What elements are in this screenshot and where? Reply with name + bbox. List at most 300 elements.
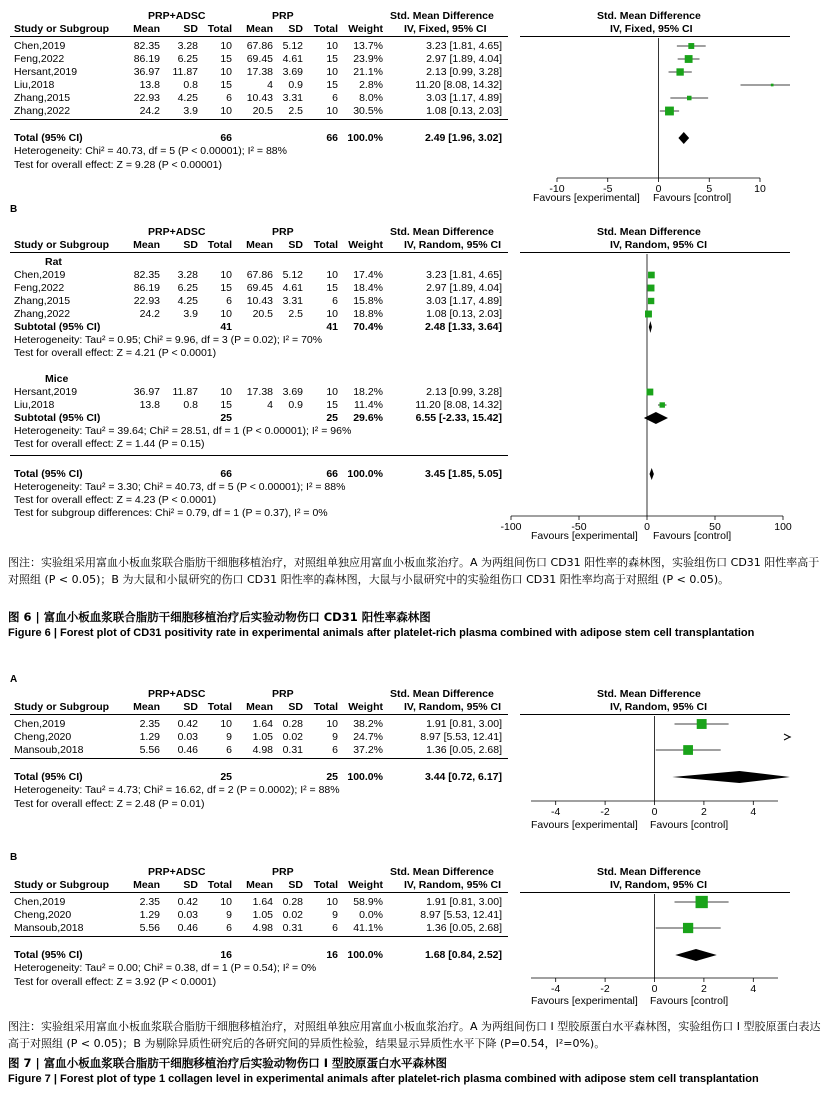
study-row-ctl-total: 10 [326,269,338,281]
study-row-study-name: Chen,2019 [14,718,66,730]
study-row-ctl-mean: 10.43 [246,295,273,307]
study-estimate-marker [685,55,693,63]
study-row-weight: 2.8% [359,79,383,91]
study-row-ctl-mean: 1.05 [252,909,273,921]
study-row-exp-total: 10 [220,105,232,117]
study-row-ctl-total: 6 [332,92,338,104]
plot-method-header: IV, Random, 95% CI [610,239,708,251]
study-row-ctl-mean: 4.98 [252,744,273,756]
column-header: SD [288,701,303,713]
study-row-weight: 41.1% [353,922,383,934]
column-header: Weight [348,239,383,251]
study-row-weight: 15.8% [353,295,383,307]
study-row-exp-total: 15 [220,282,232,294]
heterogeneity-text: Heterogeneity: Tau² = 3.30; Chi² = 40.73, df = 5 (P < 0.00001); I² = 88% [14,481,346,493]
x-tick-label: -5 [603,183,613,195]
favours-experimental-label: Favours [experimental] [533,192,640,204]
subtotal-row-exp-total: 41 [220,321,232,333]
x-tick-label: -4 [551,806,561,818]
study-row-ctl-mean: 20.5 [252,308,273,320]
study-row-smd-ci: 1.08 [0.13, 2.03] [426,105,502,117]
favours-control-label: Favours [control] [653,530,732,542]
subtotal-row-smd-ci: 2.48 [1.33, 3.64] [424,321,502,333]
x-tick-label: 0 [651,806,658,818]
x-tick-label: 0 [655,183,662,195]
column-header: Mean [133,23,160,35]
study-row-ctl-total: 10 [326,105,338,117]
study-row-study-name: Zhang,2022 [14,105,71,117]
total-row-smd-ci: 2.49 [1.96, 3.02] [424,132,502,144]
study-row-smd-ci: 2.97 [1.89, 4.04] [426,53,502,65]
study-row-exp-sd: 0.46 [177,922,198,934]
study-row-study-name: Liu,2018 [14,79,55,91]
study-row-ctl-mean: 1.64 [252,896,273,908]
study-row-weight: 37.2% [353,744,383,756]
study-row-exp-total: 10 [220,308,232,320]
study-row-study-name: Liu,2018 [14,399,55,411]
plot-smd-header: Std. Mean Difference [597,10,701,22]
x-tick-label: -100 [500,521,522,533]
panel-label: B [10,852,18,863]
x-tick-label: 4 [750,983,757,995]
study-row-ctl-sd: 0.9 [288,79,303,91]
table-bottom-rule [10,455,508,456]
study-row-weight: 0.0% [359,909,383,921]
x-tick-label: -50 [571,521,587,533]
study-row-exp-mean: 82.35 [133,40,160,52]
study-row-weight: 18.8% [353,308,383,320]
study-row-study-name: Cheng,2020 [14,909,72,921]
study-row-exp-sd: 0.03 [177,731,198,743]
ci-arrow [784,734,790,740]
study-row-study-name: Zhang,2015 [14,92,71,104]
study-row-exp-total: 15 [220,53,232,65]
column-header: SD [288,239,303,251]
pooled-estimate-diamond [678,132,689,144]
column-header: Total [207,239,232,251]
study-row-ctl-mean: 17.38 [246,66,273,78]
column-header: Mean [246,23,273,35]
study-row-exp-total: 10 [220,386,232,398]
study-row-exp-total: 10 [220,66,232,78]
study-row-exp-mean: 86.19 [133,282,160,294]
exp-group-header: PRP+ADSC [148,866,206,878]
figure-title-cn: 图 7 | 富血小板血浆联合脂肪干细胞移植治疗后实验动物伤口 I 型胶原蛋白水平森林图 [8,1056,447,1070]
x-tick-label: 0 [651,983,658,995]
study-estimate-marker [646,389,653,396]
study-row-exp-sd: 6.25 [177,53,198,65]
study-estimate-marker [696,896,708,908]
total-row-exp-total: 66 [220,468,232,480]
overall-effect-text: Test for overall effect: Z = 4.21 (P < 0.0001) [14,347,217,359]
study-row-ctl-total: 10 [326,718,338,730]
study-row-study-name: Cheng,2020 [14,731,72,743]
study-row-exp-mean: 1.29 [139,731,160,743]
study-estimate-marker [665,107,674,116]
plot-smd-header: Std. Mean Difference [597,688,701,700]
study-row-exp-mean: 86.19 [133,53,160,65]
study-row-exp-mean: 24.2 [139,105,160,117]
study-row-ctl-total: 15 [326,399,338,411]
heterogeneity-text: Heterogeneity: Tau² = 0.95; Chi² = 9.96, df = 3 (P = 0.02); I² = 70% [14,334,323,346]
study-row-smd-ci: 8.97 [5.53, 12.41] [420,731,502,743]
study-row-study-name: Zhang,2015 [14,295,71,307]
panel-label: B [10,204,18,215]
figure-caption: 图注：实验组采用富血小板血浆联合脂肪干细胞移植治疗，对照组单独应用富血小板血浆治疗。A 为两组间伤口 I 型胶原蛋白水平森林图，实验组伤口 I 型胶原蛋白表达高于对照组 (P < 0.05)；B 为剔除异质性研究后的各研究间的异质性检验，结果显示异质性水平下降 (P=0.54，I²=0%)。 [8,1020,821,1050]
study-row-exp-total: 6 [226,922,232,934]
total-row-ctl-total: 66 [326,468,338,480]
method-header: IV, Random, 95% CI [404,879,502,891]
study-row-smd-ci: 2.13 [0.99, 3.28] [426,66,502,78]
study-row-exp-sd: 4.25 [177,92,198,104]
study-row-exp-total: 10 [220,269,232,281]
study-row-ctl-sd: 0.9 [288,399,303,411]
study-row-exp-sd: 0.8 [183,399,198,411]
study-row-smd-ci: 3.03 [1.17, 4.89] [426,295,502,307]
study-row-ctl-total: 6 [332,922,338,934]
column-header: Total [207,879,232,891]
total-row-ctl-total: 66 [326,132,338,144]
study-row-exp-total: 15 [220,79,232,91]
study-row-exp-total: 10 [220,718,232,730]
study-row-ctl-sd: 0.02 [282,909,303,921]
study-row-ctl-mean: 67.86 [246,40,273,52]
study-row-exp-mean: 2.35 [139,718,160,730]
study-row-exp-total: 6 [226,744,232,756]
study-row-study-name: Chen,2019 [14,40,66,52]
study-row-exp-mean: 36.97 [133,386,160,398]
subtotal-row-study-name: Subtotal (95% CI) [14,412,101,424]
study-row-ctl-sd: 2.5 [288,308,303,320]
study-row-exp-total: 10 [220,40,232,52]
overall-effect-text: Test for overall effect: Z = 1.44 (P = 0.15) [14,438,205,450]
study-row-smd-ci: 11.20 [8.08, 14.32] [415,399,502,411]
pooled-estimate-diamond [675,949,716,961]
column-header: Study or Subgroup [14,701,110,713]
x-tick-label: 2 [700,983,707,995]
x-tick-label: -2 [600,983,610,995]
subtotal-row-weight: 70.4% [353,321,383,333]
study-row-smd-ci: 2.97 [1.89, 4.04] [426,282,502,294]
column-header: Mean [133,879,160,891]
exp-group-header: PRP+ADSC [148,688,206,700]
study-row-smd-ci: 3.23 [1.81, 4.65] [426,40,502,52]
study-row-weight: 13.7% [353,40,383,52]
study-row-ctl-mean: 1.05 [252,731,273,743]
study-row-ctl-mean: 4.98 [252,922,273,934]
x-tick-label: 2 [700,806,707,818]
study-row-exp-total: 10 [220,896,232,908]
study-row-ctl-total: 10 [326,386,338,398]
ctl-group-header: PRP [272,10,294,22]
study-row-ctl-mean: 67.86 [246,269,273,281]
total-row-smd-ci: 3.45 [1.85, 5.05] [424,468,502,480]
total-row-weight: 100.0% [347,132,383,144]
subtotal-row-weight: 29.6% [353,412,383,424]
study-row-smd-ci: 11.20 [8.08, 14.32] [415,79,502,91]
study-estimate-marker [687,96,692,101]
pooled-estimate-diamond [672,771,790,783]
pooled-estimate-diamond [650,468,654,480]
total-row-study-name: Total (95% CI) [14,771,83,783]
study-row-weight: 8.0% [359,92,383,104]
study-row-ctl-sd: 3.69 [282,66,303,78]
subtotal-row-study-name: Subtotal (95% CI) [14,321,101,333]
column-header: Mean [133,239,160,251]
study-row-exp-sd: 0.8 [183,79,198,91]
study-row-exp-sd: 0.42 [177,896,198,908]
total-row-weight: 100.0% [347,771,383,783]
heterogeneity-text: Heterogeneity: Chi² = 40.73, df = 5 (P < 0.00001); I² = 88% [14,145,287,157]
study-row-weight: 23.9% [353,53,383,65]
x-tick-label: 50 [709,521,721,533]
study-row-exp-total: 15 [220,399,232,411]
plot-method-header: IV, Random, 95% CI [610,701,708,713]
study-row-exp-mean: 2.35 [139,896,160,908]
study-row-ctl-sd: 0.28 [282,896,303,908]
column-header: Mean [133,701,160,713]
exp-group-header: PRP+ADSC [148,226,206,238]
study-row-ctl-mean: 4 [267,399,273,411]
figure-title-en: Figure 7 | Forest plot of type 1 collagen level in experimental animals after platelet-rich plasma combined with adipose stem cell transplantation [8,1073,759,1085]
study-row-exp-mean: 24.2 [139,308,160,320]
figure-title-cn: 图 6 | 富血小板血浆联合脂肪干细胞移植治疗后实验动物伤口 CD31 阳性率森林图 [8,610,431,624]
method-header: IV, Fixed, 95% CI [404,23,487,35]
favours-control-label: Favours [control] [653,192,732,204]
ctl-group-header: PRP [272,688,294,700]
total-row-weight: 100.0% [347,949,383,961]
study-row-exp-sd: 3.28 [177,269,198,281]
study-row-ctl-total: 10 [326,66,338,78]
x-tick-label: 100 [774,521,792,533]
smd-header: Std. Mean Difference [390,226,494,238]
column-header: Mean [246,879,273,891]
study-row-ctl-sd: 0.31 [282,744,303,756]
subtotal-row-ctl-total: 25 [326,412,338,424]
column-header: Total [313,23,338,35]
pooled-estimate-diamond [644,412,668,424]
study-row-ctl-total: 15 [326,282,338,294]
study-row-exp-sd: 3.9 [183,308,198,320]
study-row-ctl-mean: 4 [267,79,273,91]
study-estimate-marker [648,285,655,292]
column-header: Study or Subgroup [14,239,110,251]
study-row-smd-ci: 3.23 [1.81, 4.65] [426,269,502,281]
column-header: SD [183,23,198,35]
study-row-weight: 17.4% [353,269,383,281]
column-header: Mean [246,701,273,713]
favours-control-label: Favours [control] [650,819,729,831]
total-row-ctl-total: 25 [326,771,338,783]
column-header: SD [288,879,303,891]
study-row-smd-ci: 1.91 [0.81, 3.00] [426,718,502,730]
study-row-ctl-sd: 0.28 [282,718,303,730]
study-row-exp-sd: 0.03 [177,909,198,921]
study-row-study-name: Feng,2022 [14,282,65,294]
smd-header: Std. Mean Difference [390,688,494,700]
study-row-weight: 18.4% [353,282,383,294]
ctl-group-header: PRP [272,226,294,238]
heterogeneity-text: Heterogeneity: Tau² = 4.73; Chi² = 16.62, df = 2 (P = 0.0002); I² = 88% [14,784,340,796]
study-row-weight: 58.9% [353,896,383,908]
study-row-exp-mean: 13.8 [139,399,160,411]
subtotal-row-smd-ci: 6.55 [-2.33, 15.42] [415,412,502,424]
pooled-estimate-diamond [649,321,652,333]
study-row-ctl-total: 9 [332,909,338,921]
x-tick-label: 4 [750,806,757,818]
study-estimate-marker [771,84,774,87]
column-header: Study or Subgroup [14,879,110,891]
total-row-study-name: Total (95% CI) [14,949,83,961]
total-row-smd-ci: 1.68 [0.84, 2.52] [424,949,502,961]
study-row-study-name: Zhang,2022 [14,308,71,320]
study-row-ctl-total: 6 [332,744,338,756]
study-row-exp-mean: 5.56 [139,744,160,756]
study-row-weight: 24.7% [353,731,383,743]
column-header: SD [183,879,198,891]
method-header: IV, Random, 95% CI [404,239,502,251]
study-row-smd-ci: 1.08 [0.13, 2.03] [426,308,502,320]
study-estimate-marker [688,43,694,49]
study-row-weight: 11.4% [354,399,383,411]
study-row-ctl-total: 15 [326,53,338,65]
study-row-exp-total: 6 [226,92,232,104]
study-row-study-name: Chen,2019 [14,896,66,908]
study-row-weight: 38.2% [353,718,383,730]
study-estimate-marker [676,68,683,75]
study-row-weight: 18.2% [353,386,383,398]
study-row-ctl-sd: 3.69 [282,386,303,398]
plot-smd-header: Std. Mean Difference [597,226,701,238]
study-row-exp-sd: 6.25 [177,282,198,294]
study-row-exp-total: 9 [226,909,232,921]
study-estimate-marker [683,923,693,933]
study-row-weight: 21.1% [353,66,383,78]
plot-smd-header: Std. Mean Difference [597,866,701,878]
study-row-smd-ci: 2.13 [0.99, 3.28] [426,386,502,398]
study-row-exp-sd: 3.9 [183,105,198,117]
column-header: Total [207,701,232,713]
study-row-ctl-total: 15 [326,79,338,91]
overall-effect-text: Test for overall effect: Z = 4.23 (P < 0.0001) [14,494,217,506]
column-header: Total [313,239,338,251]
total-row-exp-total: 25 [220,771,232,783]
table-bottom-rule [10,758,508,759]
study-row-ctl-sd: 5.12 [282,40,303,52]
study-row-exp-mean: 5.56 [139,922,160,934]
x-tick-label: -4 [551,983,561,995]
overall-effect-text: Test for overall effect: Z = 2.48 (P = 0.01) [14,798,205,810]
forest-plot [0,10,837,218]
study-row-exp-sd: 0.46 [177,744,198,756]
plot-method-header: IV, Random, 95% CI [610,879,708,891]
smd-header: Std. Mean Difference [390,866,494,878]
total-row-study-name: Total (95% CI) [14,132,83,144]
study-row-ctl-mean: 20.5 [252,105,273,117]
study-row-study-name: Hersant,2019 [14,386,78,398]
column-header: SD [288,23,303,35]
favours-experimental-label: Favours [experimental] [531,530,638,542]
favours-control-label: Favours [control] [650,995,729,1007]
figure-title-en: Figure 6 | Forest plot of CD31 positivity rate in experimental animals after platelet-rich plasma combined with adipose stem cell transplantation [8,627,755,639]
x-tick-label: -2 [600,806,610,818]
heterogeneity-text: Heterogeneity: Tau² = 0.00; Chi² = 0.38, df = 1 (P = 0.54); I² = 0% [14,962,317,974]
column-header: SD [183,239,198,251]
study-row-ctl-sd: 5.12 [282,269,303,281]
study-row-study-name: Chen,2019 [14,269,66,281]
total-row-exp-total: 16 [220,949,232,961]
study-row-smd-ci: 8.97 [5.53, 12.41] [420,909,502,921]
smd-header: Std. Mean Difference [390,10,494,22]
study-row-exp-sd: 11.87 [172,386,198,398]
study-row-ctl-total: 10 [326,896,338,908]
total-row-exp-total: 66 [220,132,232,144]
total-row-smd-ci: 3.44 [0.72, 6.17] [424,771,502,783]
study-row-exp-mean: 22.93 [133,92,160,104]
column-header: Weight [348,879,383,891]
study-row-exp-mean: 1.29 [139,909,160,921]
column-header: Weight [348,23,383,35]
study-row-exp-mean: 22.93 [133,295,160,307]
study-row-ctl-total: 9 [332,731,338,743]
overall-effect-text: Test for overall effect: Z = 9.28 (P < 0.00001) [14,159,222,171]
heterogeneity-text: Heterogeneity: Tau² = 39.64; Chi² = 28.51, df = 1 (P < 0.00001); I² = 96% [14,425,352,437]
overall-effect-text: Test for overall effect: Z = 3.92 (P < 0.0001) [14,976,217,988]
x-tick-label: 5 [706,183,713,195]
study-row-exp-mean: 36.97 [133,66,160,78]
study-row-exp-mean: 13.8 [139,79,160,91]
study-row-ctl-mean: 69.45 [246,282,273,294]
study-row-exp-total: 9 [226,731,232,743]
table-bottom-rule [10,936,508,937]
total-row-study-name: Total (95% CI) [14,468,83,480]
method-header: IV, Random, 95% CI [404,701,502,713]
subgroup-title: Mice [45,373,69,385]
study-estimate-marker [648,272,655,279]
total-row-weight: 100.0% [347,468,383,480]
x-tick-label: 0 [644,521,650,533]
study-row-ctl-sd: 3.31 [282,92,303,104]
study-estimate-marker [645,311,652,318]
subtotal-row-exp-total: 25 [220,412,232,424]
subgroup-differences-text: Test for subgroup differences: Chi² = 0.79, df = 1 (P = 0.37), I² = 0% [14,507,328,519]
study-row-exp-sd: 4.25 [177,295,198,307]
study-estimate-marker [648,298,654,304]
column-header: Weight [348,701,383,713]
favours-experimental-label: Favours [experimental] [531,995,638,1007]
study-row-study-name: Mansoub,2018 [14,922,84,934]
study-row-exp-sd: 0.42 [177,718,198,730]
study-row-smd-ci: 1.91 [0.81, 3.00] [426,896,502,908]
column-header: Study or Subgroup [14,23,110,35]
favours-experimental-label: Favours [experimental] [531,819,638,831]
table-bottom-rule [10,119,508,120]
study-estimate-marker [683,745,693,755]
study-row-exp-total: 6 [226,295,232,307]
panel-label: A [10,674,18,685]
study-row-smd-ci: 1.36 [0.05, 2.68] [426,922,502,934]
study-row-study-name: Mansoub,2018 [14,744,84,756]
study-row-smd-ci: 1.36 [0.05, 2.68] [426,744,502,756]
x-tick-label: 10 [754,183,766,195]
total-row-ctl-total: 16 [326,949,338,961]
column-header: Total [313,879,338,891]
column-header: Total [313,701,338,713]
study-row-study-name: Hersant,2019 [14,66,78,78]
study-row-ctl-total: 10 [326,308,338,320]
exp-group-header: PRP+ADSC [148,10,206,22]
study-row-ctl-mean: 10.43 [246,92,273,104]
